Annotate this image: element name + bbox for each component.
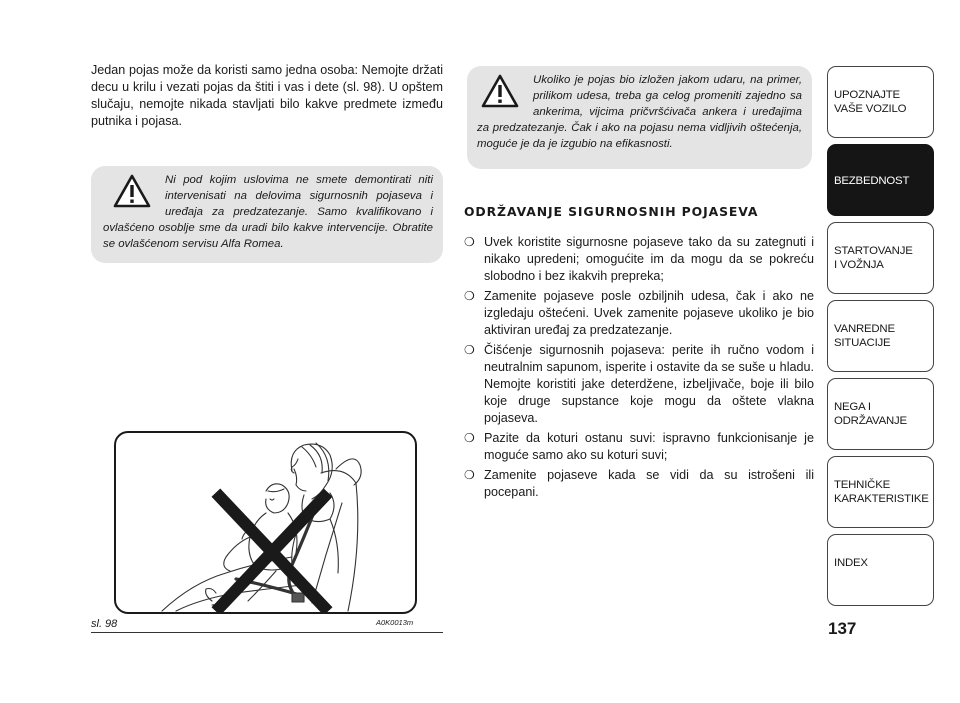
list-item: [464, 342, 814, 427]
maintenance-list: [464, 234, 814, 504]
bullet-icon: ❍: [464, 235, 475, 249]
bullet-icon: ❍: [464, 343, 475, 357]
figure-illustration: [114, 431, 417, 614]
list-item-text: Zamenite pojaseve posle ozbiljnih udesa, čak i ako ne izgledaju oštećeni. Uvek zamenite pojaseve ukoliko je bio aktiviran uređaj za predzatezanje.: [484, 289, 814, 337]
bullet-icon: ❍: [464, 289, 475, 303]
list-item-text: Pazite da koturi ostanu suvi: ispravno funkcionisanje je moguće samo ako su koturi suvi;: [484, 431, 814, 462]
tab-nega-i-odrzavanje[interactable]: NEGA I ODRŽAVANJE: [827, 378, 934, 450]
list-item-text: Čišćenje sigurnosnih pojaseva: perite ih ručno vodom i neutralnim sapunom, isperite i ostavite da se suše u hladu. Nemojte koristiti jake deterdžene, izbeljivače, boje ili bilo koje druge supstance koje mogu da oštete vlakna pojaseva.: [484, 343, 814, 425]
tab-vanredne-situacije[interactable]: VANREDNE SITUACIJE: [827, 300, 934, 372]
figure-divider: [91, 632, 443, 633]
tab-startovanje-i-voznja[interactable]: STARTOVANJE I VOŽNJA: [827, 222, 934, 294]
warning-box-left: [91, 166, 443, 263]
list-item: [464, 467, 814, 501]
warning-triangle-icon: [113, 174, 151, 208]
warning-left-text: Ni pod kojim uslovima ne smete demontirati niti intervenisati na delovima sigurnosnih pojaseva i uređaja za predzatezanje. Samo kvalifikovano i ovlašćeno osoblje sme da uradi bilo kakve intervencije. Obratite se ovlašćenom servisu Alfa Romea.: [103, 174, 433, 250]
bullet-icon: ❍: [464, 468, 475, 482]
tab-bezbednost[interactable]: BEZBEDNOST: [827, 144, 934, 216]
list-item: [464, 234, 814, 285]
warning-triangle-icon: [481, 74, 519, 108]
list-item: [464, 430, 814, 464]
page-number: 137: [828, 619, 857, 638]
list-item-text: Uvek koristite sigurnosne pojaseve tako da su zategnuti i nikako upredeni; omogućite im da mogu da se pokreću slobodno i bez ikakvih prepreka;: [484, 235, 814, 283]
tab-tehnicke-karakteristike[interactable]: TEHNIČKE KARAKTERISTIKE: [827, 456, 934, 528]
figure-label: sl. 98: [91, 618, 118, 630]
woman-child-seatbelt-illustration: [116, 433, 415, 612]
warning-box-right: [467, 66, 812, 169]
warning-right-text: Ukoliko je pojas bio izložen jakom udaru, na primer, prilikom udesa, treba ga celog promeniti zajedno sa ankerima, vijcima pričvršćivača ankera i uređajima za predzatezanje. Čak i ako na pojasu nema vidljivih oštećenja, moguće je da je izgubio na efikasnosti.: [477, 74, 802, 150]
figure-code: A0K0013m: [376, 618, 414, 627]
bullet-icon: ❍: [464, 431, 475, 445]
tab-index[interactable]: INDEX: [827, 534, 934, 606]
tab-upoznajte-vase-vozilo[interactable]: UPOZNAJTE VAŠE VOZILO: [827, 66, 934, 138]
list-item: [464, 288, 814, 339]
intro-paragraph: Jedan pojas može da koristi samo jedna osoba: Nemojte držati decu u krilu i vezati pojas da štiti i vas i dete (sl. 98). U opštem slučaju, nemojte nikada stavljati bilo kakve predmete između putnika i pojasa.: [91, 63, 443, 128]
section-heading: ODRŽAVANJE SIGURNOSNIH POJASEVA: [464, 204, 759, 219]
list-item-text: Zamenite pojaseve kada se vidi da su istrošeni ili pocepani.: [484, 468, 814, 499]
